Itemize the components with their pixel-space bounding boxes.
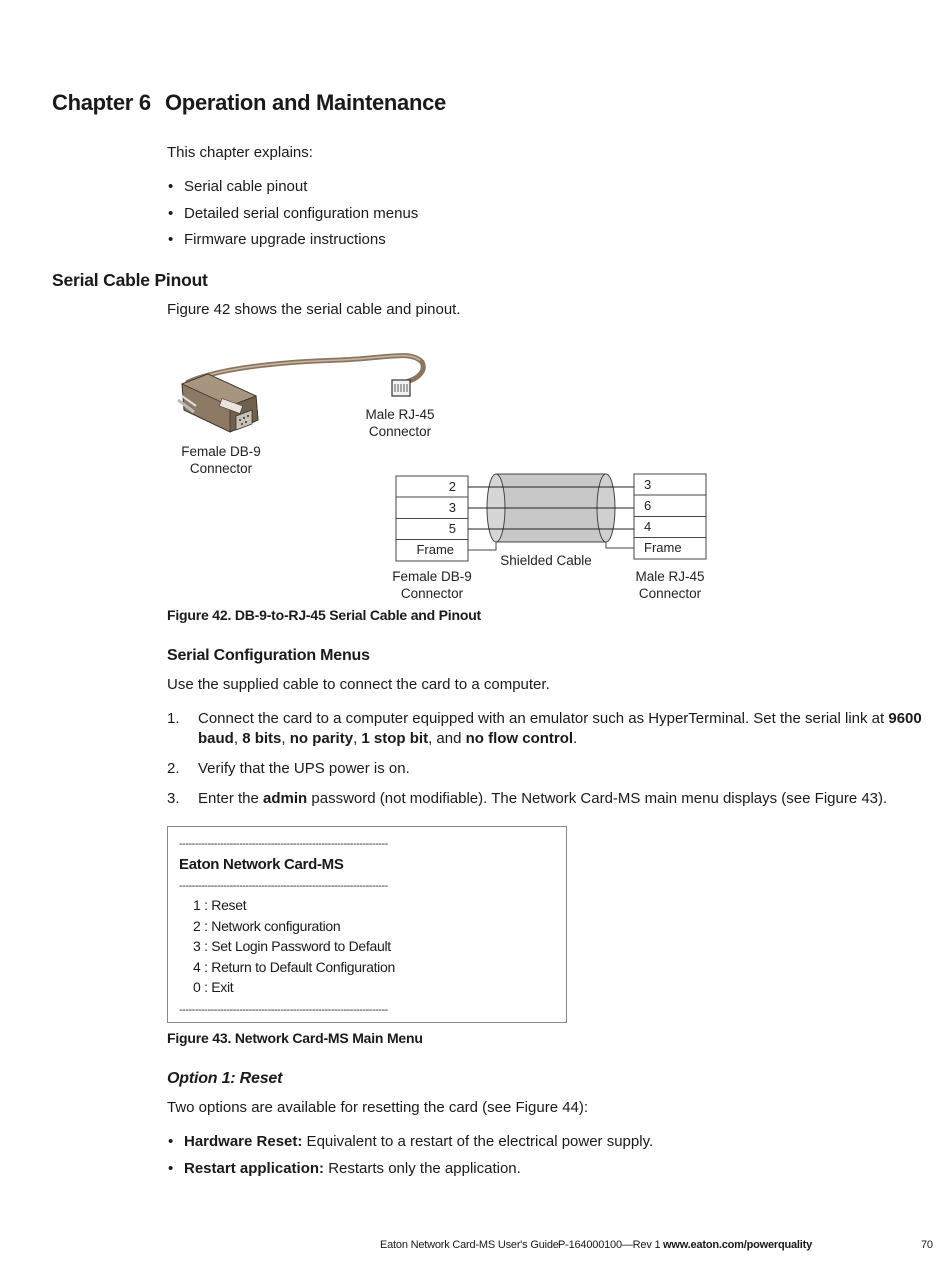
left-pin: 2 [448,479,456,494]
figure-42-caption: Figure 42. DB-9-to-RJ-45 Serial Cable and Pinout [167,607,482,623]
rj45-photo-label-line2: Connector [368,424,432,439]
list-item: • Firmware upgrade instructions [167,230,418,257]
db9-photo-label-line2: Connector [189,461,253,476]
step-text: , [233,730,243,747]
menu-item: 1 : Reset [193,897,247,913]
chapter-heading [52,90,446,116]
bullet-desc: Equivalent to a restart of the electrical power supply. [302,1133,654,1150]
chapter-title: Operation and Maintenance [165,90,446,115]
step-text: , [353,730,362,747]
db9-pin-label-line1: Female DB-9 [392,569,472,584]
left-pin: 3 [448,500,456,515]
step-text: Enter the [198,790,264,807]
step-text: Connect the card to a computer equipped with an emulator such as HyperTerminal. Set the serial link at [198,710,889,727]
section-heading-serial-menus: Serial Configuration Menus [167,647,370,664]
menu-item: 3 : Set Login Password to Default [193,938,391,954]
step-emphasis: 8 bits [242,730,282,747]
menu-item: 4 : Return to Default Configuration [193,959,395,975]
step-number: 1. [167,710,180,727]
step-item [167,789,937,809]
right-pin: 6 [644,498,652,513]
step-emphasis: 1 stop bit [361,730,429,747]
step-number: 2. [167,760,180,777]
footer-part-number: P-164000100—Rev 1 [558,1239,661,1251]
db9-pin-label-line2: Connector [400,586,464,601]
intro-bullet-list [167,177,418,257]
step-emphasis: admin [263,790,308,807]
menu-divider: ------------------------------------------------------------------ [179,1004,388,1016]
db9-connector-icon [178,374,258,432]
intro-text: This chapter explains: [167,144,313,161]
right-pin: Frame [644,540,682,555]
right-pin-table [634,474,706,559]
page-number: 70 [921,1239,933,1251]
step-item [167,709,937,749]
footer-url: www.eaton.com/powerquality [663,1239,813,1251]
menu-divider: ------------------------------------------------------------------ [179,880,388,892]
list-item: • Serial cable pinout [167,177,418,204]
bullet-term: Restart application: [184,1159,325,1177]
figure-43-caption: Figure 43. Network Card-MS Main Menu [167,1030,423,1046]
menu-title: Eaton Network Card-MS [179,856,344,873]
serial-cable-text: Figure 42 shows the serial cable and pinout. [167,301,461,318]
right-pin: 4 [644,519,652,534]
step-text: . [573,730,578,747]
step-text: password (not modifiable). The Network Card-MS main menu displays (see Figure 43). [307,790,888,807]
option-1-bullet-list [167,1132,653,1185]
step-emphasis: no parity [289,730,354,747]
db9-photo-label-line1: Female DB-9 [181,444,261,459]
step-item [167,759,937,779]
option-1-heading: Option 1: Reset [167,1070,283,1087]
step-number: 3. [167,790,180,807]
step-emphasis: 9600 baud [198,710,922,747]
left-pin-table [396,476,468,561]
rj45-photo-label-line1: Male RJ-45 [365,407,435,422]
figure-42-diagram [160,340,730,610]
menu-item: 0 : Exit [193,979,234,995]
left-pin: 5 [448,521,456,536]
steps-list [167,709,937,819]
menu-divider: ------------------------------------------------------------------ [179,838,388,850]
bullet-desc: Restarts only the application. [324,1159,521,1177]
section-heading-serial-cable: Serial Cable Pinout [52,270,208,290]
list-item [167,1159,653,1186]
list-item: • Detailed serial configuration menus [167,204,418,231]
left-pin: Frame [416,542,454,557]
figure-43-menu-box [167,826,567,1023]
bullet-term: Hardware Reset: [184,1133,303,1150]
step-text: , [281,730,290,747]
chapter-number: Chapter 6 [52,90,151,115]
option-1-text: Two options are available for resetting the card (see Figure 44): [167,1099,589,1116]
step-text: Verify that the UPS power is on. [198,760,410,777]
step-emphasis: no flow control [465,730,574,747]
rj45-pin-label-line2: Connector [638,586,702,601]
step-text: , and [428,730,466,747]
list-item [167,1132,653,1159]
right-pin: 3 [644,477,652,492]
rj45-plug-icon [392,380,410,396]
shielded-cable-label: Shielded Cable [500,553,592,568]
footer-guide-title: Eaton Network Card-MS User's Guide [380,1239,559,1251]
menu-item: 2 : Network configuration [193,918,341,934]
rj45-pin-label-line1: Male RJ-45 [635,569,705,584]
serial-menus-text: Use the supplied cable to connect the card to a computer. [167,676,550,693]
